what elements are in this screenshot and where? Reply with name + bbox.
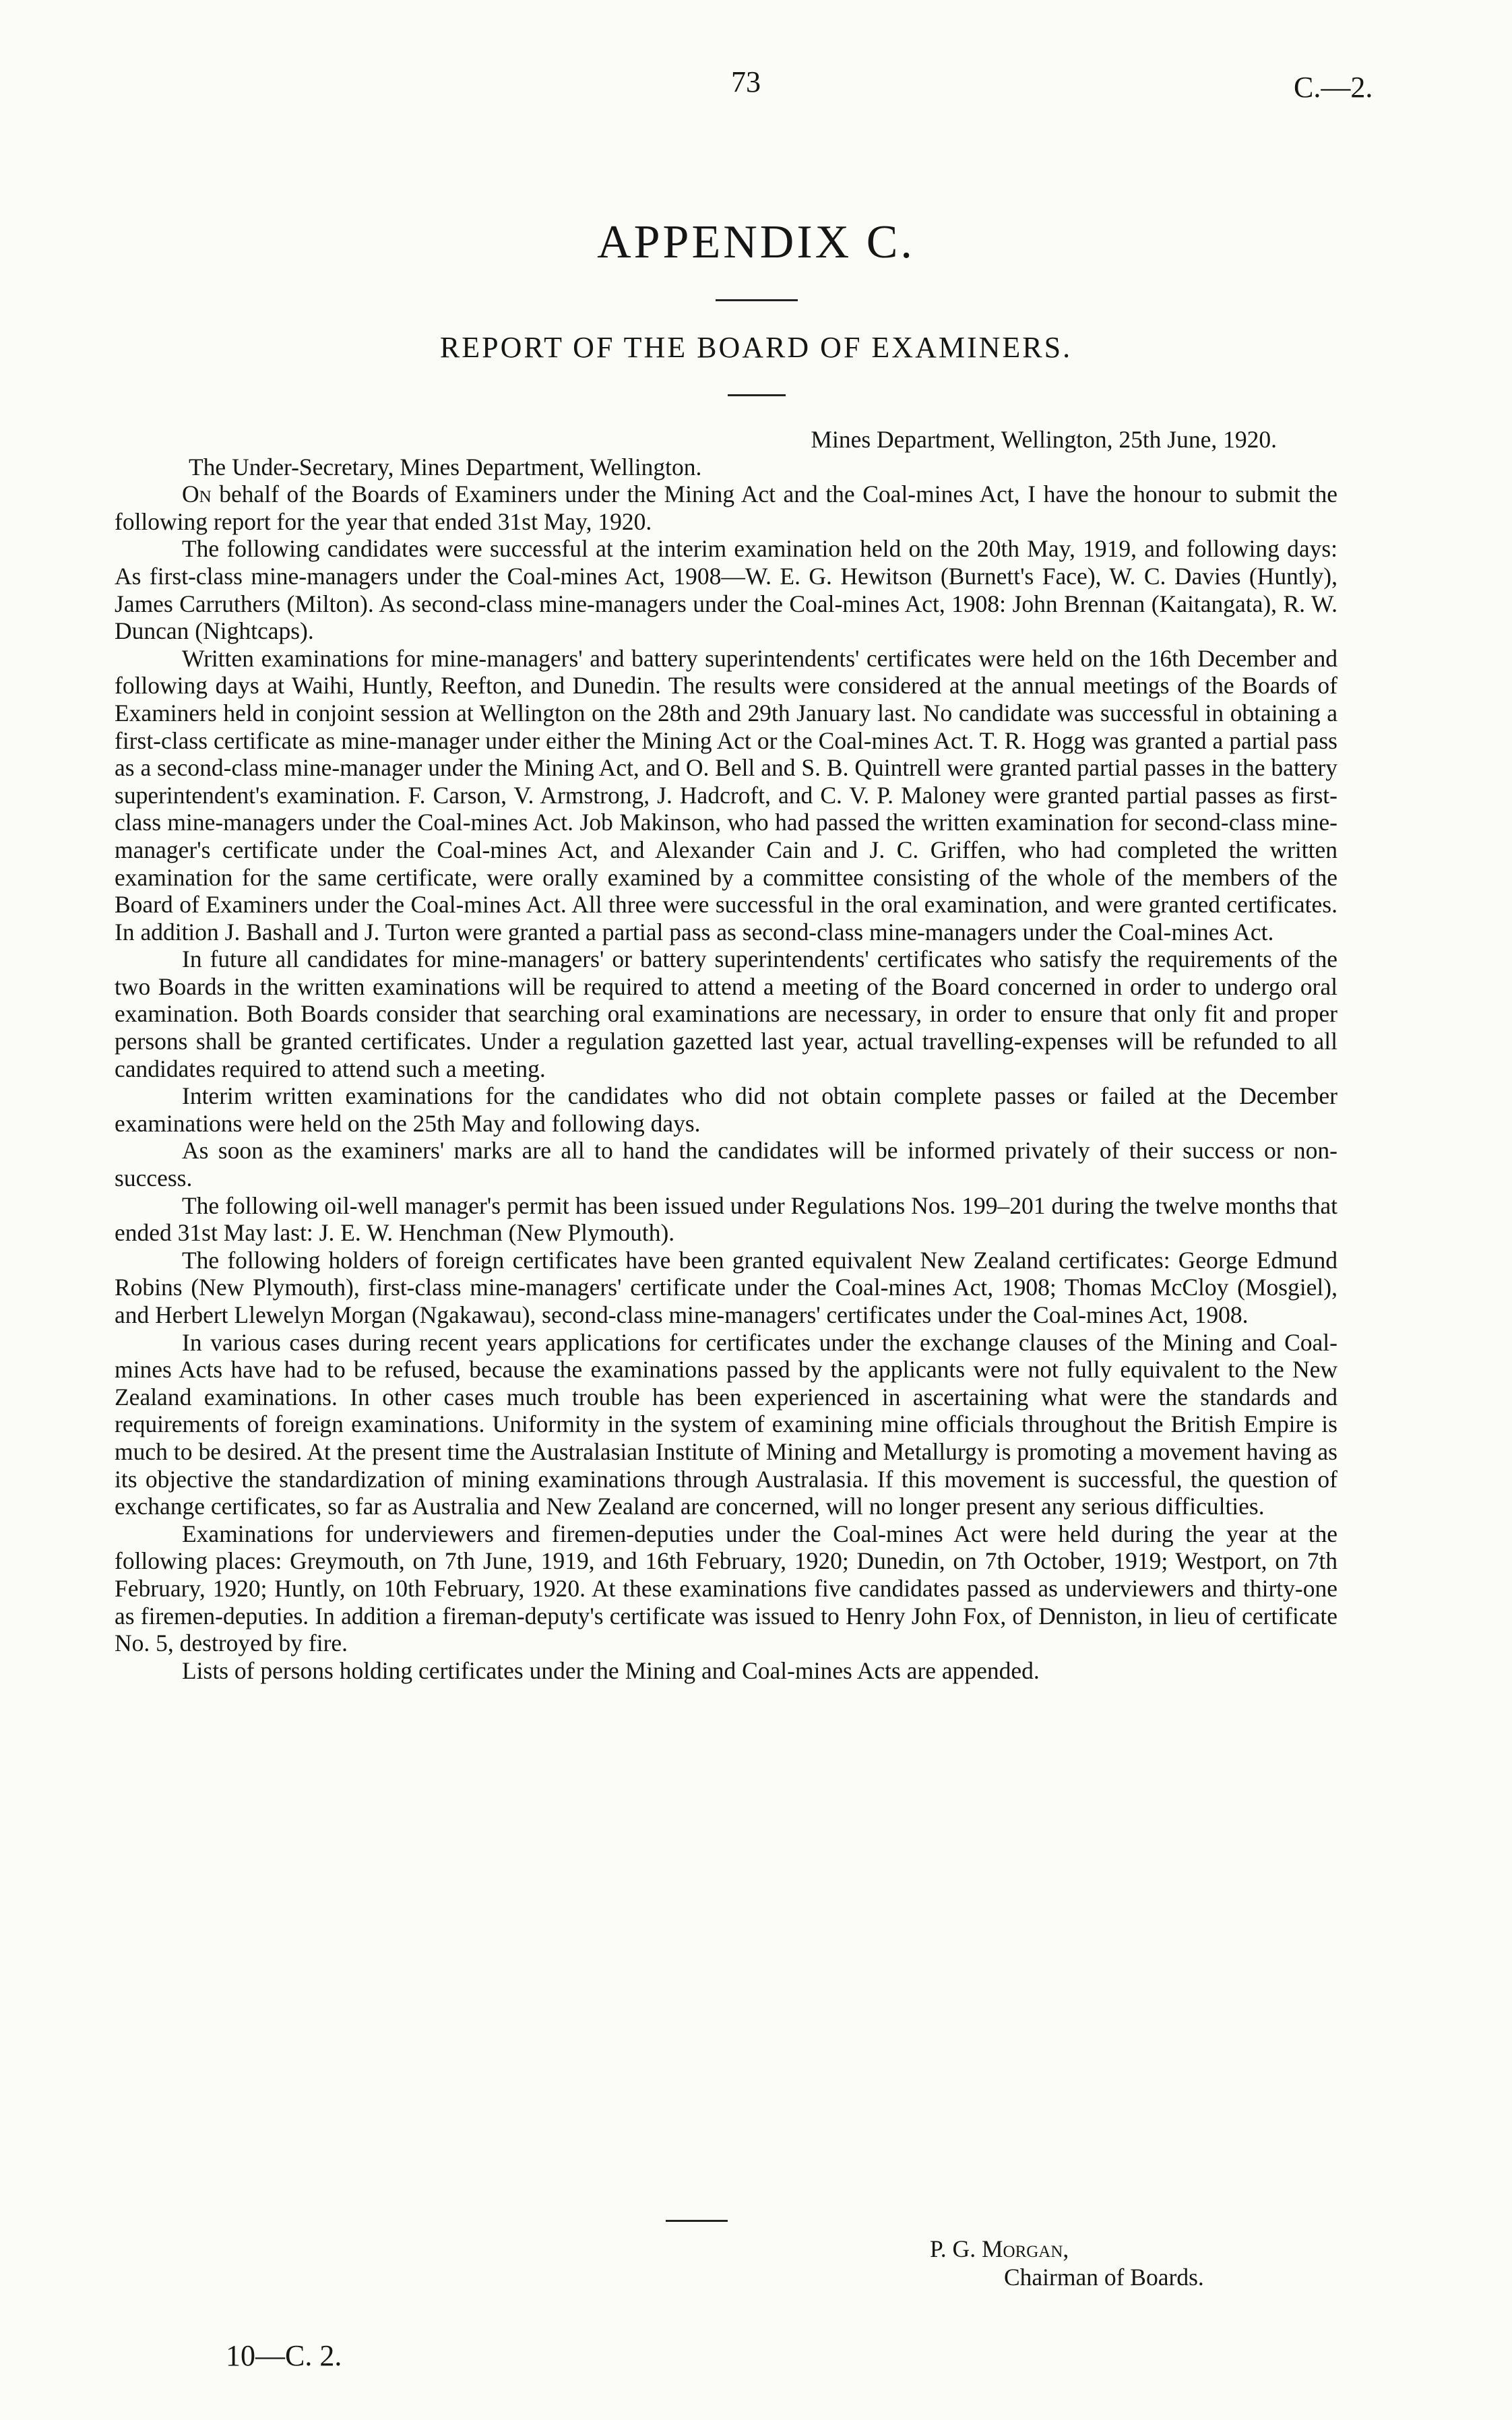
signatory-title: Chairman of Boards. — [1004, 2264, 1204, 2291]
signatory-name: P. G. Morgan, — [930, 2235, 1069, 2262]
report-body — [115, 426, 1337, 1684]
footer-divider — [666, 2220, 728, 2222]
signature-block — [930, 2235, 1204, 2291]
paragraph-lists: Lists of persons holding certificates under the Mining and Coal-mines Acts are appended. — [182, 1656, 1040, 1684]
paragraph-interim-written: Interim written examinations for the candidates who did not obtain complete passes or failed at the December examinations were held on the 25th May and following days. — [115, 1082, 1337, 1137]
paragraph-oil-well: The following oil-well manager's permit has been issued under Regulations Nos. 199–201 during the twelve months that ended 31st May last: J. E. W. Henchman (New Plymouth). — [115, 1191, 1337, 1247]
page-number: 73 — [731, 65, 761, 98]
report-divider — [728, 394, 786, 396]
paragraph-interim-results: The following candidates were successful at the interim examination held on the 20th May, 1919, and following days: As first-class mine-managers under the Coal-mines Act, 1908—W. E. G. Hewitson (Burnett's Face), W. C. Davies (Huntly), James Carruthers (Milton). As second-class mine-managers under the Coal-mines Act, 1908: John Brennan (Kaitangata), R. W. Duncan (Nightcaps). — [115, 535, 1337, 645]
paragraph-intro-text: behalf of the Boards of Examiners under the Mining Act and the Coal-mines Act, I have the honour to submit the following report for the year that ended 31st May, 1920. — [115, 480, 1337, 535]
paragraph-intro — [115, 480, 1337, 535]
paragraph-marks: As soon as the examiners' marks are all to hand the candidates will be informed privately of their success or non-success. — [115, 1137, 1337, 1192]
paragraph-lead-word: On — [182, 480, 212, 508]
paragraph-written-exams: Written examinations for mine-managers' and battery superintendents' certificates were held on the 16th December and following days at Waihi, Huntly, Reefton, and Dunedin. The results were considered at the annual meetings of the Boards of Examiners held in conjoint session at Wellington on the 28th and 29th January last. No candidate was successful in obtaining a first-class certificate as mine-manager under either the Mining Act or the Coal-mines Act. T. R. Hogg was granted a partial pass as a second-class mine-manager under the Mining Act, and O. Bell and S. B. Quintrell were granted partial passes in the battery superintendent's examination. F. Carson, V. Armstrong, J. Hadcroft, and C. V. P. Maloney were granted partial passes as first-class mine-managers under the Coal-mines Act. Job Makinson, who had passed the written examination for second-class mine-manager's certificate under the Coal-mines Act, and Alexander Cain and J. C. Griffen, who had completed the written examination for the same certificate, were orally examined by a committee consisting of the whole of the members of the Board of Examiners under the Coal-mines Act. All three were successful in the oral examination, and were granted certificates. In addition J. Bashall and J. Turton were granted a partial pass as second-class mine-managers under the Coal-mines Act. — [115, 644, 1337, 945]
report-title: REPORT OF THE BOARD OF EXAMINERS. — [439, 331, 1073, 364]
paragraph-underviewers: Examinations for underviewers and firemen-deputies under the Coal-mines Act were held during the year at the following places: Greymouth, on 7th June, 1919, and 16th February, 1920; Dunedin, on 7th October, 1919; Westport, on 7th February, 1920; Huntly, on 10th February, 1920. At these examinations five candidates passed as underviewers and thirty-one as firemen-deputies. In addition a fireman-deputy's certificate was issued to Henry John Fox, of Denniston, in lieu of certificate No. 5, destroyed by fire. — [115, 1520, 1337, 1657]
paragraph-exchange-clauses: In various cases during recent years applications for certificates under the exchange clauses of the Mining and Coal-mines Acts have had to be refused, because the examinations passed by the applicants were not fully equivalent to the New Zealand examinations. In other cases much trouble has been experienced in ascertaining what were the standards and requirements of foreign examinations. Uniformity in the system of examining mine officials throughout the British Empire is much to be desired. At the present time the Australasian Institute of Mining and Metallurgy is promoting a movement having as its objective the standardization of mining examinations through Australasia. If this movement is successful, the question of exchange certificates, so far as Australia and New Zealand are concerned, will no longer present any serious difficulties. — [115, 1328, 1337, 1520]
document-code: C.—2. — [1294, 71, 1373, 104]
footer-code: 10—C. 2. — [226, 2339, 342, 2372]
paragraph-foreign-certificates: The following holders of foreign certificates have been granted equivalent New Zealand certificates: George Edmund Robins (New Plymouth), first-class mine-managers' certificate under the Coal-mines Act, 1908; Thomas McCloy (Mosgiel), and Herbert Llewelyn Morgan (Ngakawau), second-class mine-managers' certificates under the Coal-mines Act, 1908. — [115, 1246, 1337, 1328]
appendix-title: APPENDIX C. — [597, 216, 915, 268]
title-divider — [716, 299, 798, 301]
paragraph-oral-exams: In future all candidates for mine-managers' or battery superintendents' certificates who satisfy the requirements of the two Boards in the written examinations will be required to attend a meeting of the Board concerned in order to undergo oral examination. Both Boards consider that searching oral examinations are necessary, in order to ensure that only fit and proper persons shall be granted certificates. Under a regulation gazetted last year, actual travelling-expenses will be refunded to all candidates required to attend such a meeting. — [115, 945, 1337, 1082]
dateline: Mines Department, Wellington, 25th June, 1920. — [811, 426, 1277, 453]
addressee: The Under-Secretary, Mines Department, Wellington. — [189, 453, 702, 480]
